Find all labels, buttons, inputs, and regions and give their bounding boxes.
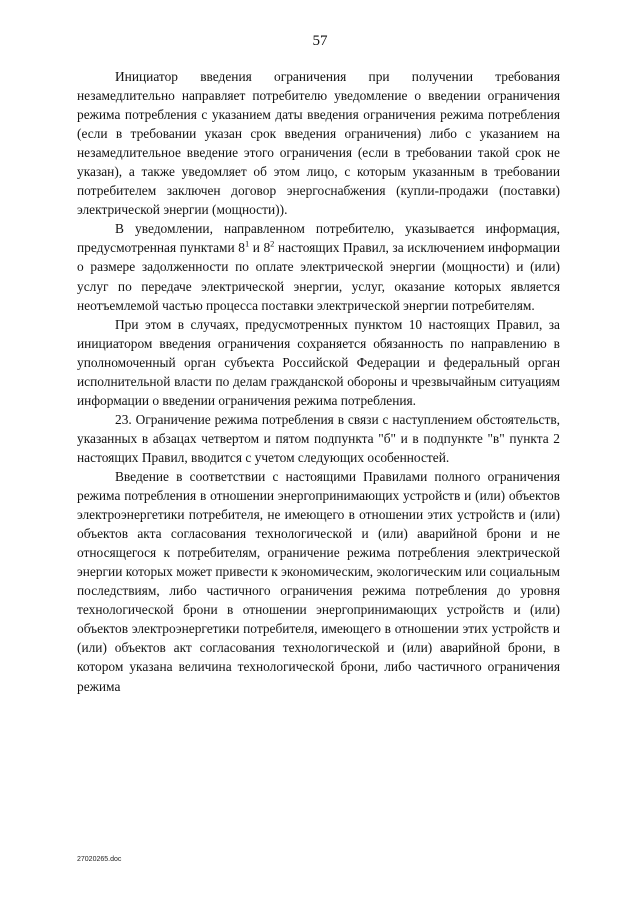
paragraph-text: В уведомлении, направленном потребителю, указывается информация, предусмотренная пунктами 8: [77, 221, 560, 256]
superscript: 1: [244, 238, 250, 249]
paragraph-text: и 8: [249, 240, 271, 256]
paragraph-clause-23: 23. Ограничение режима потребления в связи с наступлением обстоятельств, указанных в абзацах четвертом и пятом подпункта "б" и в подпункте "в" пункта 2 настоящих Правил, вводится с учетом следующих особенностей.: [77, 411, 560, 465]
page-number: 57: [312, 33, 328, 49]
superscript: 2: [270, 238, 275, 249]
paragraph-introduction: Введение в соответствии с настоящими Правилами полного ограничения режима потребления в отношении энергопринимающих устройств и (или) объектов электроэнергетики потребителя, не имеющего в отношении этих устройств и (или) объектов акта согласования технологической и (или) аварийной брони и не относящегося к потребителям, ограничение режима потребления электрической энергии которых может привести к экономическим, экологическим или социальным последствиям, либо частичного ограничения режима потребления до уровня технологической брони в отношении энергопринимающих устройств и (или) объектов электроэнергетики потребителя, имеющего в отношении этих устройств и (или) объектов акт согласования технологической и (или) аварийной брони, в котором указана величина технологической брони, либо частичного ограничения режима: [77, 468, 560, 694]
paragraph-text: настоящих Правил, за исключением информации о размере задолженности по оплате электрической энергии (мощности) и (или) услуг по передаче электрической энергии, услуг, оказание которых является неотъемлемой частью процесса поставки электрической энергии потребителям.: [77, 240, 561, 313]
footer-filename: 27020265.doc: [77, 856, 122, 863]
document-body: [77, 67, 560, 696]
paragraph-notification: Инициатор введения ограничения при получении требования незамедлительно направляет потребителю уведомление о введении ограничения режима потребления с указанием даты введения ограничения режима потребления (если в требовании указан срок введения ограничения) либо с указанием на незамедлительное введение этого ограничения (если в требовании такой срок не указан), а также уведомляет об этом лицо, с которым указанным в требовании потребителем заключен договор энергоснабжения (купли-продажи (поставки) электрической энергии (мощности)).: [77, 69, 560, 218]
paragraph-notification-content: [77, 219, 560, 314]
paragraph-obligation: При этом в случаях, предусмотренных пунктом 10 настоящих Правил, за инициатором введения ограничения сохраняется обязанность по направлению в уполномоченный орган субъекта Российской Федерации и федеральный орган исполнительной власти по делам гражданской обороны и чрезвычайным ситуациям информации о введении ограничения режима потребления.: [77, 316, 560, 408]
